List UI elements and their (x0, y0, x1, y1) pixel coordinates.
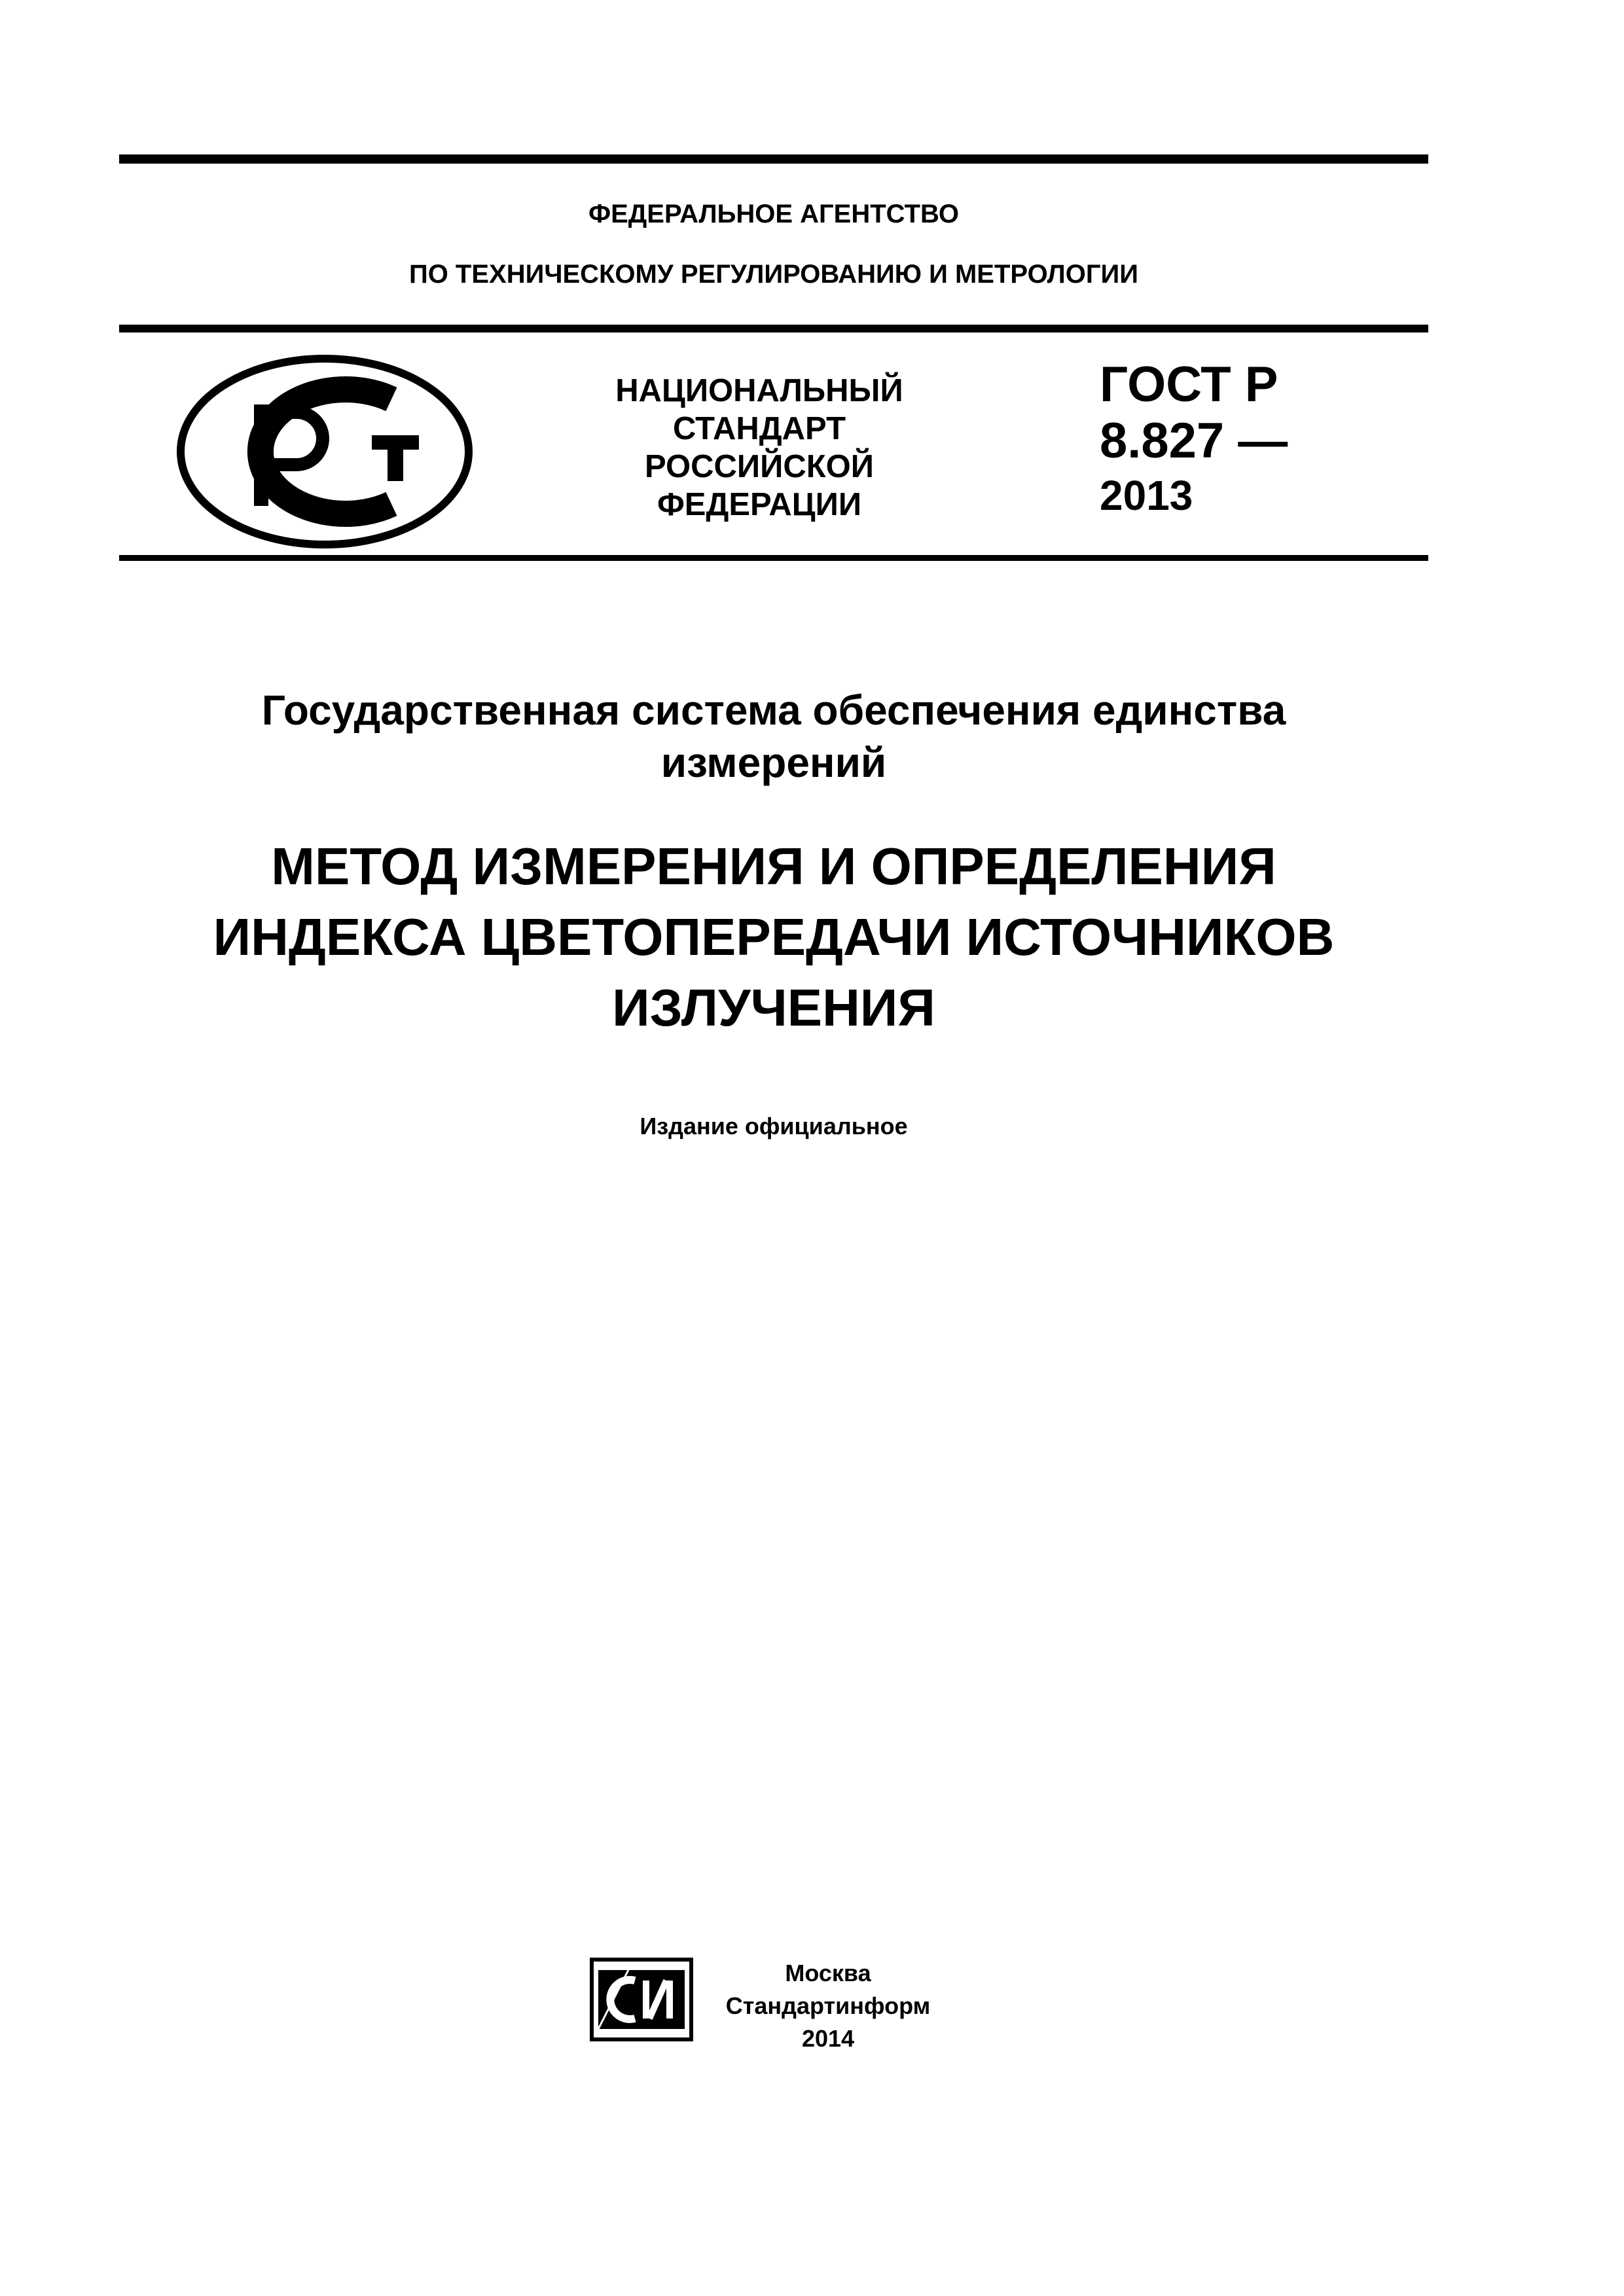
system-title-line: измерений (660, 739, 887, 786)
gost-number: 8.827 — (1100, 413, 1288, 469)
system-title (119, 684, 1428, 789)
header-bottom-rule (119, 555, 1428, 561)
document-title (119, 831, 1428, 1043)
agency-subtitle: ПО ТЕХНИЧЕСКОМУ РЕГУЛИРОВАНИЮ И МЕТРОЛОГИИ (408, 260, 1139, 289)
imprint-city: Москва (785, 1960, 871, 1986)
edition-note: Издание официальное (640, 1113, 908, 1139)
imprint-year: 2014 (801, 2025, 855, 2052)
document-title-line: ИНДЕКСА ЦВЕТОПЕРЕДАЧИ ИСТОЧНИКОВ (213, 908, 1335, 966)
agency-name: ФЕДЕРАЛЬНОЕ АГЕНТСТВО (588, 200, 960, 228)
imprint-publisher: Стандартинформ (725, 1992, 931, 2019)
gost-year: 2013 (1100, 472, 1193, 519)
header-divider-rule (119, 325, 1428, 332)
standard-type-line: ФЕДЕРАЦИИ (657, 487, 862, 522)
gost-prefix: ГОСТ Р (1100, 357, 1278, 412)
document-title-line: ИЗЛУЧЕНИЯ (612, 978, 935, 1037)
document-title-line: МЕТОД ИЗМЕРЕНИЯ И ОПРЕДЕЛЕНИЯ (271, 837, 1276, 895)
standard-type (589, 372, 929, 524)
standard-type-line: СТАНДАРТ (672, 411, 846, 446)
gost-designation (1100, 357, 1288, 522)
gost-emblem-icon (175, 353, 474, 550)
standard-type-line: РОССИЙСКОЙ (645, 449, 874, 484)
system-title-line: Государственная система обеспечения единства (261, 687, 1286, 734)
top-rule (119, 154, 1428, 164)
standartinform-logo-icon (589, 1957, 694, 2042)
imprint (720, 1957, 936, 2055)
standard-type-line: НАЦИОНАЛЬНЫЙ (615, 373, 903, 408)
